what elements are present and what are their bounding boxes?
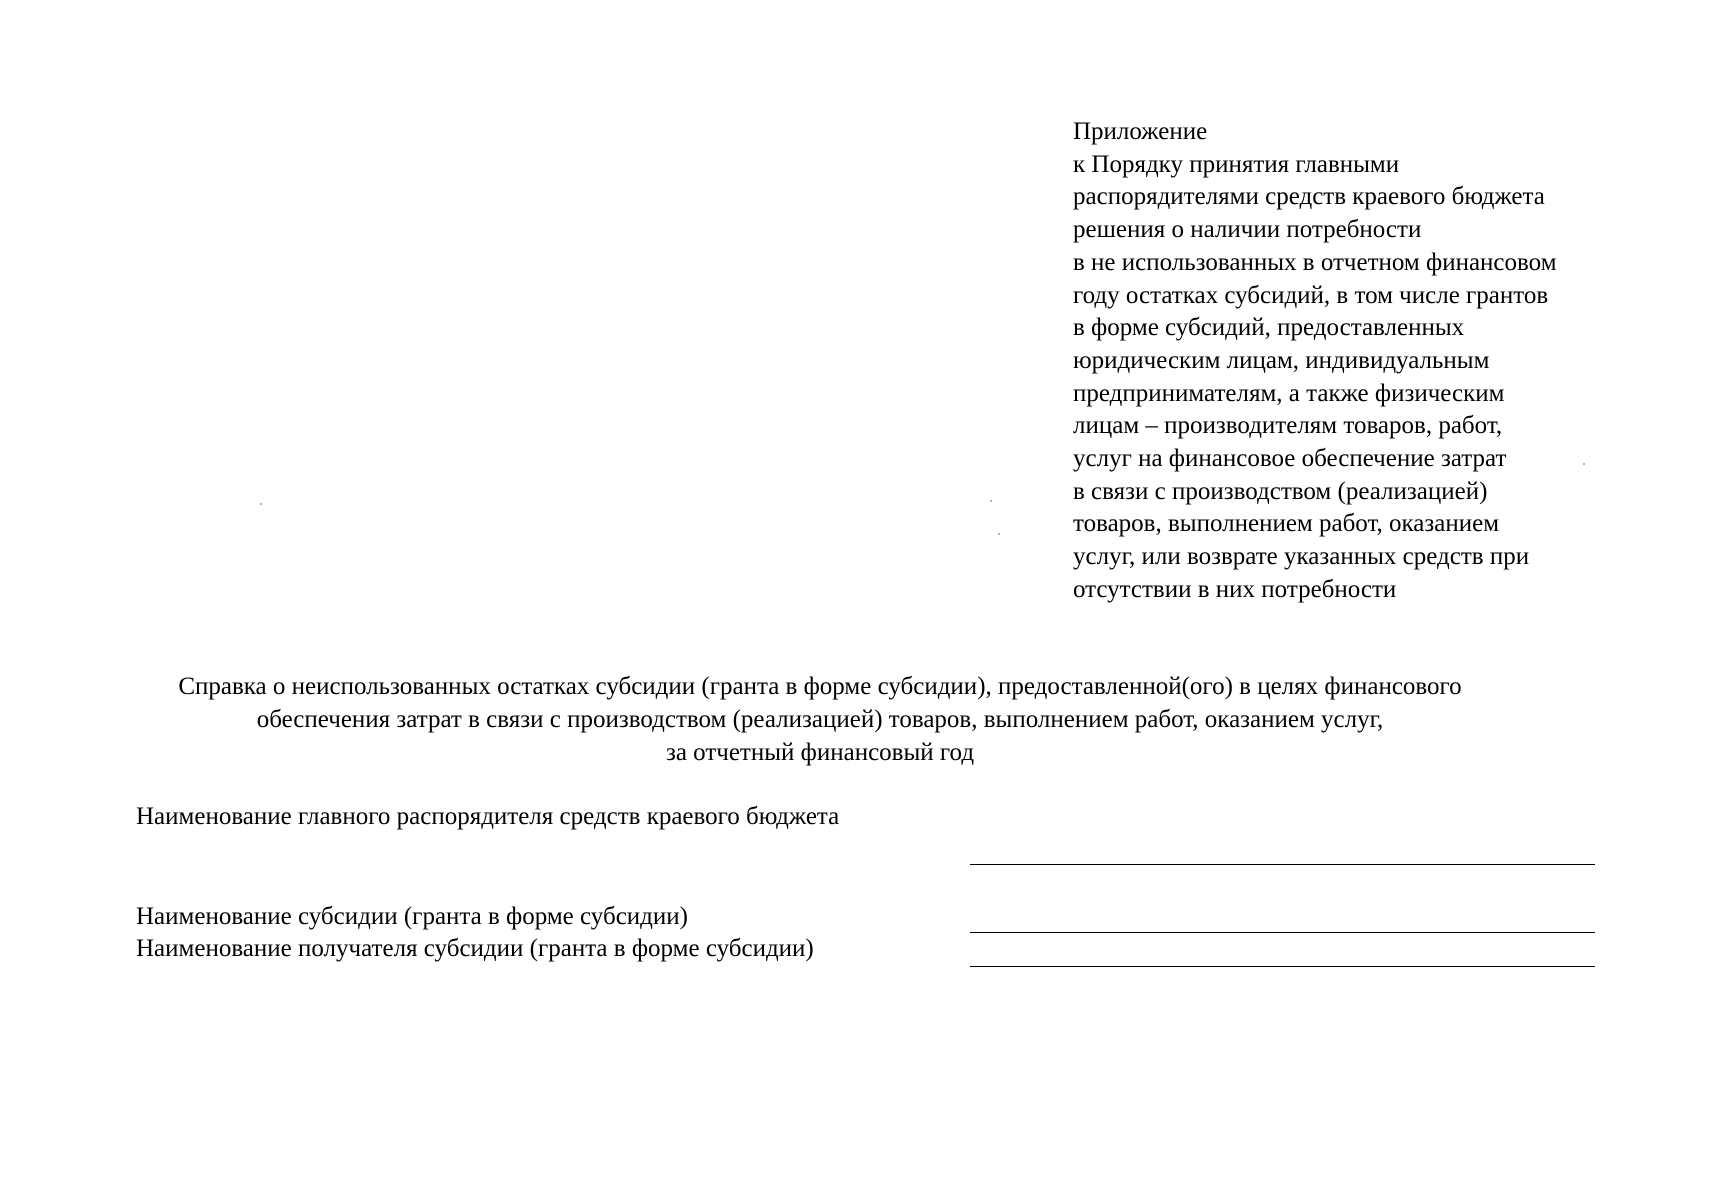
scan-speck <box>1583 463 1585 465</box>
title-line: обеспечения затрат в связи с производством (реализацией) товаров, выполнением работ, оказанием услуг, <box>256 706 1384 733</box>
appendix-line: в форме субсидий, предоставленных <box>1073 314 1465 342</box>
appendix-line: отсутствии в них потребности <box>1073 575 1397 603</box>
scan-speck <box>990 500 992 502</box>
subsidy-name-label: Наименование субсидии (гранта в форме субсидии) <box>136 903 688 930</box>
title-line: за отчетный финансовый год <box>665 739 975 766</box>
scan-speck <box>260 503 262 505</box>
appendix-line: услуг, или возврате указанных средств при <box>1073 543 1530 571</box>
document-title <box>120 670 1520 769</box>
appendix-line: в связи с производством (реализацией) <box>1073 477 1488 505</box>
appendix-line: году остатках субсидий, в том числе грантов <box>1073 281 1549 309</box>
appendix-line: Приложение <box>1073 118 1208 145</box>
recipient-name-blank-line[interactable] <box>970 966 1595 967</box>
recipient-name-label: Наименование получателя субсидии (гранта в форме субсидии) <box>136 935 814 962</box>
appendix-line: решения о наличии потребности <box>1073 216 1422 244</box>
chief-administrator-label: Наименование главного распорядителя средств краевого бюджета <box>136 803 840 830</box>
scan-speck <box>998 533 1000 535</box>
appendix-line: предпринимателям, а также физическим <box>1073 379 1505 407</box>
appendix-line: распорядителями средств краевого бюджета <box>1073 183 1545 211</box>
appendix-line: услуг на финансовое обеспечение затрат <box>1073 445 1507 473</box>
appendix-line: товаров, выполнением работ, оказанием <box>1073 510 1500 538</box>
appendix-header <box>1073 116 1693 607</box>
appendix-line: в не использованных в отчетном финансовом <box>1073 248 1557 276</box>
subsidy-name-blank-line[interactable] <box>970 932 1595 933</box>
appendix-line: к Порядку принятия главными <box>1073 150 1400 178</box>
appendix-line: юридическим лицам, индивидуальным <box>1073 346 1490 374</box>
appendix-line: лицам – производителям товаров, работ, <box>1073 412 1503 440</box>
title-line: Справка о неиспользованных остатках субсидии (гранта в форме субсидии), предоставленной(ого) в целях финансового <box>178 673 1462 700</box>
chief-administrator-blank-line[interactable] <box>970 864 1595 865</box>
